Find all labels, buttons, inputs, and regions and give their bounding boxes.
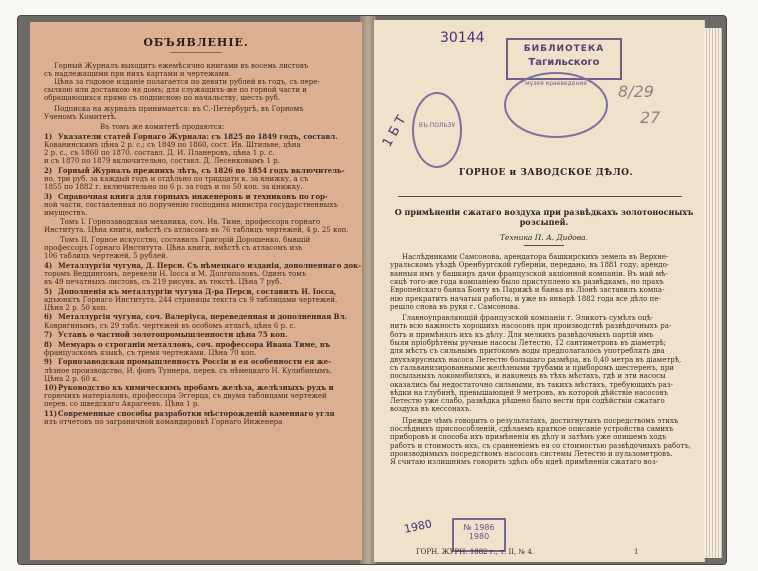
- item-line: но, три руб. за каждый годъ и отдѣльно по тридцати к. за книжку, а съ: [44, 174, 309, 183]
- article-line: воздуха въ кессонахъ.: [390, 405, 472, 414]
- article-line: ботъ и примѣнялъ ихъ къ дѣлу. Для мелкихъ развѣдочныхъ партій имъ: [390, 330, 654, 339]
- item-line: ной части, составленная по порученію господина министра государственныхъ: [44, 200, 338, 209]
- item-number: 11): [44, 409, 58, 418]
- item-line: Металлургія чугуна, соч. Валерiуса, переведенная и дополненная Вл.: [58, 312, 347, 322]
- article-line: нить всю важность хорошихъ насосовъ при производствѣ развѣдочныхъ ра-: [390, 322, 672, 331]
- announcement-title: ОБЪЯВЛЕНІЕ.: [143, 36, 249, 49]
- item-line: Томъ I. Горнозаводская механика, соч. Ив. Тиме, профессора горнаго: [60, 218, 321, 227]
- item-line: Института. Цѣна книги, вмѣстѣ съ атласомъ въ 76 таблицъ чертежей, 4 р. 25 коп.: [44, 226, 349, 235]
- intro-line: Горный Журналъ выходитъ ежемѣсячно книгами въ восемь листовъ: [54, 62, 309, 70]
- sold-heading: Въ томъ же комитетѣ продаются:: [100, 122, 225, 131]
- article-line: Прежде чѣмъ говорить о результатахъ, достигнутыхъ посредствомъ этихъ: [402, 416, 679, 425]
- item-number: 10): [44, 383, 58, 393]
- intro-line: съ надлежащими при нихъ картами и чертежами.: [44, 70, 231, 79]
- article-line: Главноуправляющій французской компаніи г. Эликотъ сумѣлъ оцѣ-: [402, 314, 654, 323]
- article-line: посыльныхъ локомобиляхъ, и наконецъ въ тѣхъ мѣстахъ, гдѣ и эти насосы: [390, 372, 666, 381]
- section-header: ГОРНОЕ и ЗАВОДСКОЕ ДѢЛО.: [458, 168, 634, 178]
- item-line: профессоръ Горнаго Института. Цѣна книги, вмѣстѣ съ атласомъ изъ: [44, 244, 303, 253]
- article-title: О примѣненіи сжатаго воздуха при развѣдкахъ золотоносныхъ розсыпей.: [394, 207, 694, 227]
- item-line: Современные способы разработки мѣсторожденій каменнаго угля: [58, 409, 335, 418]
- item-line: адъюнктъ Горнаго Института. 244 страницы текста съ 9 таблицами чертежей.: [44, 295, 338, 304]
- item-line: 1855 по 1882 г. включительно по 6 р. за годъ и по 50 коп. за книжку.: [44, 182, 303, 191]
- handwritten-catalog-number: 30144: [440, 30, 485, 46]
- museum-oval-stamp: [504, 72, 608, 138]
- item-line: имуществъ.: [44, 208, 88, 217]
- handwritten-inventory-number: 1980: [402, 517, 434, 536]
- item-line: Томъ II. Горное искусство, составилъ Григорій Дорошенко, бывшій: [60, 236, 311, 244]
- item-line: 2 р. с., съ 1860 по 1870, составл. Д. И. Планеровъ, цѣна 1 р. с.: [44, 149, 275, 157]
- ink-scribble: 1 Б Т: [379, 113, 410, 150]
- page-number: 1: [634, 548, 639, 556]
- left-page-announcement: [30, 22, 362, 560]
- item-number: 3): [44, 191, 53, 201]
- item-line: Уставъ о частной золотопромышленности цѣна 75 коп.: [58, 330, 288, 340]
- inventory-stamp-line2: 1980: [468, 532, 490, 541]
- intro-line: Цѣна за годовое изданіе полагается по девяти рублей въ годъ, съ пере-: [54, 78, 320, 87]
- item-line: Металлургія чугуна, Д. Перси. Съ нѣмецкаго изданія, дополненнаго док-: [58, 260, 362, 270]
- author-rule: [524, 245, 564, 246]
- inventory-stamp-line1: № 1986: [463, 523, 495, 532]
- item-line: французскомъ языкѣ, съ тремя чертежами. Цѣна 70 коп.: [44, 348, 257, 357]
- article-line: оказались бы недостаточно сильными, въ такихъ мѣстахъ, требующихъ раз-: [390, 380, 673, 389]
- item-line: Кованинскимъ цѣна 2 р. с.; съ 1849 по 1860, сост. Ив. Штильве, цѣна: [44, 140, 301, 149]
- item-number: 6): [44, 312, 53, 322]
- article-line: для мѣстъ съ сильнымъ притокомъ воды предполагалось употреблять два: [390, 347, 665, 356]
- item-line: въ 49 печатныхъ листовъ, съ 219 рисунк. въ текстѣ. Цѣна 7 руб.: [44, 278, 282, 286]
- item-line: 106 таблицъ чертежей, 5 рублей.: [44, 252, 169, 261]
- item-line: перев. со шведскаго Акрагеевъ. Цѣна 1 р.: [44, 400, 200, 409]
- item-line: изъ отчетовъ по заграничной командировкѣ Горнаго Инженера: [44, 418, 283, 427]
- page-edges: [704, 28, 722, 558]
- article-line: были пріобрѣтены ручные насосы Летестю, 12 сантиметровъ въ діаметрѣ;: [390, 339, 667, 347]
- item-line: горючихъ матеріаловъ, профессора Эггерца, съ двумя таблицами чертежей: [44, 392, 327, 401]
- item-line: Дополненія къ металлургіи чугуна Д-ра Перси, составилъ Н. Іосса,: [58, 286, 337, 296]
- item-line: лѣзное производство, И. фонъ Туннера, перев. съ нѣмецкаго Н. Кулибинымъ.: [44, 366, 332, 375]
- item-number: 2): [44, 165, 53, 175]
- item-line: Цѣна 2 р. 60 к.: [44, 374, 99, 383]
- oval-ownership-stamp-text: ВЪ ПОЛЬЗУ: [418, 122, 456, 129]
- subscription-line: Подписка на журналъ принимается: въ С.-Петербургѣ, въ Горномъ: [54, 104, 304, 113]
- article-line: работъ и стоимость ихъ, съ сравненіемъ ея со стоимостью развѣдочныхъ работъ,: [390, 441, 691, 450]
- item-line: Руководство къ химическимъ пробамъ желѣза, желѣзныхъ рудъ и: [58, 383, 334, 393]
- item-line: Мемуаръ о строганіи металловъ, соч. профессора Ивана Тиме, въ: [58, 339, 331, 349]
- article-line: вѣдки на глубинѣ, превышающей 9 метровъ, въ которой дѣйствіе насосовъ: [390, 388, 668, 397]
- intro-line: обращающихся прямо съ подписною по начальству, шесть руб.: [44, 94, 281, 103]
- page-footer: ГОРН. ЖУРН. 1882 г., т. II, № 4.: [416, 548, 535, 556]
- item-number: 7): [44, 330, 53, 340]
- item-number: 5): [44, 286, 53, 296]
- item-number: 4): [44, 260, 53, 270]
- inventory-stamp: [452, 518, 506, 552]
- oval-ownership-stamp: [412, 92, 462, 168]
- item-number: 8): [44, 339, 53, 349]
- item-line: Указатели статей Горнаго Журнала: съ 1825 по 1849 годъ, составл.: [58, 131, 338, 141]
- pencil-shelf-mark-2: 27: [640, 108, 661, 127]
- item-line: Справочная книга для горныхъ инженеровъ и техниковъ по гор-: [58, 191, 328, 201]
- article-line: двухъярусныхъ насоса Летестю большаго размѣра, въ 0,40 метра въ діаметрѣ,: [390, 355, 682, 364]
- article-line: съ гальванизированными желѣзными трубами и приборомъ шестеренъ, при: [390, 363, 675, 372]
- title-underline: [170, 52, 222, 53]
- right-page-article: [374, 20, 705, 562]
- article-line: уральскомъ уѣздѣ Оренбургской губерніи, передано, въ 1881 году, арендо-: [390, 261, 670, 270]
- item-line: Ковригинымъ, съ 29 табл. чертежей въ особомъ атласѣ, цѣна 6 р. с.: [44, 321, 296, 330]
- article-line: решло снова въ руки г. Самсонова.: [390, 302, 521, 311]
- article-line: Летестю уже слабо, развѣдка рѣшено было вести при содѣйствіи сжатаго: [390, 397, 665, 406]
- item-line: торомъ Веддингомъ, перевели Н. Іосса и М. Долгополовъ. Одинъ томъ: [44, 269, 307, 278]
- intro-line: сылкою или доставкою на домъ; для служащихъ-же по горной части и: [44, 86, 307, 95]
- subscription-line: Ученомъ Комитетѣ.: [44, 112, 117, 121]
- article-line: Наслѣдниками Самсонова, арендатора башкирскихъ земель въ Верхне-: [402, 253, 669, 261]
- article-author: Техника П. А. Дидова.: [500, 233, 588, 242]
- article-line: сяцѣ того-же года компаніею было приступлено къ развѣдкамъ, но прахъ: [390, 277, 664, 286]
- item-number: 9): [44, 357, 53, 367]
- item-number: 1): [44, 131, 53, 141]
- article-line: нію прекратить начатыя работы, и уже въ январѣ 1882 года все дѣло пе-: [390, 294, 661, 303]
- pencil-shelf-mark: 8/29: [618, 82, 654, 101]
- article-line: Европейскаго банка Бонту въ Парижѣ и банка въ Ліонѣ заставилъ компа-: [390, 286, 665, 295]
- article-line: Я считаю излишнимъ говорить здѣсь объ идеѣ примѣненія сжатаго воз-: [390, 458, 658, 467]
- article-line: послѣднихъ приспособленій, сдѣлаемъ краткое описаніе устройства самихъ: [390, 425, 674, 433]
- library-stamp-line1: БИБЛИОТЕКА: [523, 44, 605, 54]
- item-line: Цѣна 2 р. 50 коп.: [44, 303, 108, 312]
- item-line: Горнозаводская промышленность Россіи и ея особенности ея же-: [58, 357, 332, 367]
- item-line: и съ 1870 по 1879 включительно, составл. Д. Лесенковымъ 1 р.: [44, 157, 280, 166]
- museum-oval-stamp-text: музея краеведения: [525, 80, 587, 87]
- article-line: производимыхъ посредствомъ насосовъ системы Летестю и пульзометровъ.: [390, 449, 673, 458]
- item-line: Горный Журналъ прежнихъ лѣтъ, съ 1826 по 1854 годъ включитель-: [58, 165, 345, 175]
- article-line: приборовъ и способа ихъ примѣненія въ дѣлу и затѣмъ уже опишемъ ходъ: [390, 433, 667, 442]
- header-rule: [398, 196, 682, 197]
- library-stamp-line2: Тагильского: [528, 57, 600, 68]
- article-line: ванныя имъ у башкиръ дачи французской акціонной компаніи. Въ май мѣ-: [390, 269, 668, 278]
